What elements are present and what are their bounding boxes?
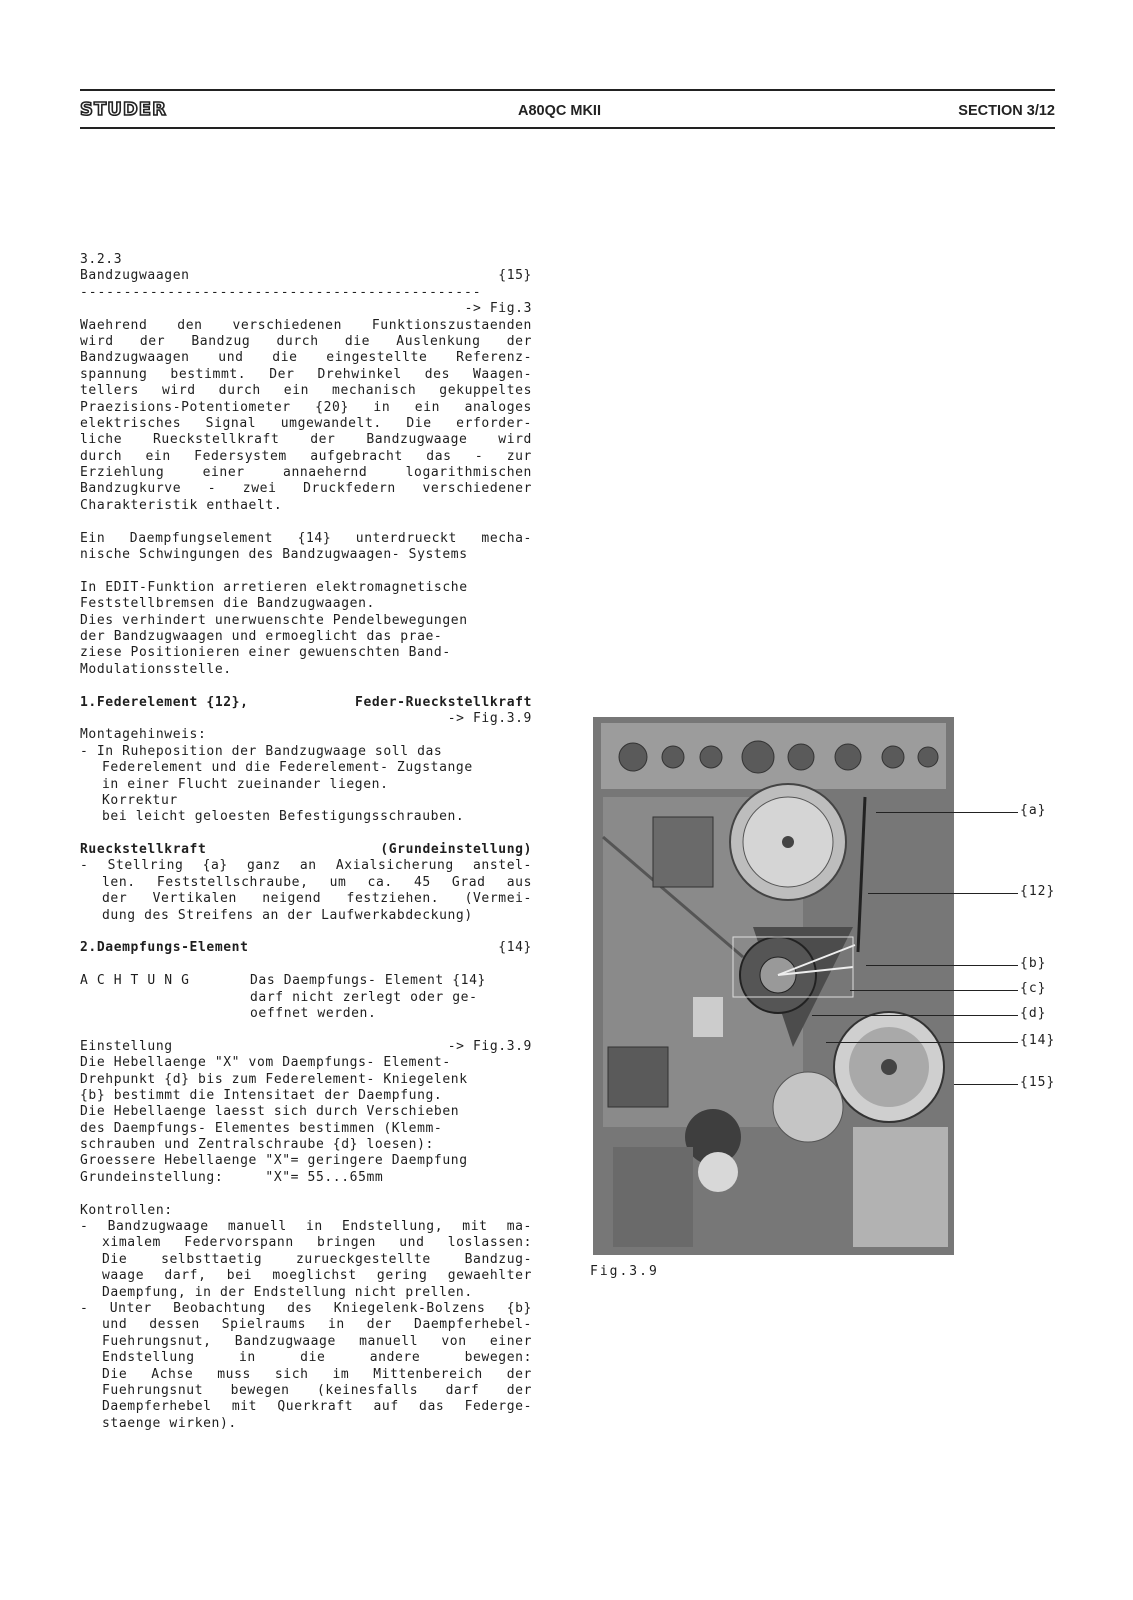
text-line: Fuehrungsnut bewegen (keinesfalls darf der bbox=[102, 1382, 532, 1398]
paragraph-edit bbox=[80, 580, 532, 678]
einstellung-heading bbox=[80, 1039, 532, 1055]
callout-label: {14} bbox=[1020, 1033, 1056, 1048]
section-number: 3.2.3 bbox=[80, 252, 123, 267]
text-line: Ein Daempfungselement {14} unterdrueckt mecha- bbox=[80, 530, 532, 546]
achtung-label: A C H T U N G bbox=[80, 973, 190, 989]
section-title: Bandzugwaagen bbox=[80, 268, 190, 284]
text-line: Grundeinstellung: "X"= 55...65mm bbox=[80, 1169, 384, 1185]
text-line: Charakteristik enthaelt. bbox=[80, 497, 283, 513]
text-line: Modulationsstelle. bbox=[80, 661, 232, 677]
callout-label: {b} bbox=[1020, 956, 1047, 971]
kontrollen-label: Kontrollen: bbox=[80, 1202, 173, 1218]
text-line: Bandzugwaagen und die eingestellte Referenz- bbox=[80, 350, 532, 366]
section-label: SECTION 3/12 bbox=[958, 103, 1055, 119]
item1-title: 1.Federelement {12}, bbox=[80, 694, 249, 710]
studer-logo: STUDER bbox=[80, 99, 167, 120]
text-line: in einer Flucht zueinander liegen. bbox=[102, 776, 389, 792]
item1-heading bbox=[80, 695, 532, 711]
text-line: der Vertikalen neigend festziehen. (Vermei- bbox=[102, 891, 532, 907]
text-line: Die Hebellaenge "X" vom Daempfungs- Element- bbox=[80, 1055, 451, 1071]
item2-heading bbox=[80, 940, 532, 956]
text-line: Erziehlung einer annaehernd logarithmischen bbox=[80, 465, 532, 481]
text-line: Die Hebellaenge laesst sich durch Verschieben bbox=[80, 1104, 460, 1120]
text-line: Praezisions-Potentiometer {20} in ein analoges bbox=[80, 399, 532, 415]
text-line: Korrektur bbox=[102, 792, 178, 808]
rueck-list bbox=[80, 858, 532, 924]
text-line: dung des Streifens an der Laufwerkabdeckung) bbox=[102, 907, 473, 923]
callout-line bbox=[866, 965, 1018, 966]
text-line: len. Feststellschraube, um ca. 45 Grad aus bbox=[102, 874, 532, 890]
text-line: Feststellbremsen die Bandzugwaagen. bbox=[80, 596, 375, 612]
text-line: - In Ruheposition der Bandzugwaage soll das bbox=[80, 743, 443, 759]
rueck-heading bbox=[80, 842, 532, 858]
text-line: ximalem Federvorspann bringen und loslassen: bbox=[102, 1235, 532, 1251]
text-line: und dessen Spielraums in der Daempferhebel- bbox=[102, 1317, 532, 1333]
text-line: staenge wirken). bbox=[102, 1415, 237, 1431]
text-line: Daempferhebel mit Querkraft auf das Federge- bbox=[102, 1399, 532, 1415]
header-rule-bottom bbox=[80, 127, 1055, 129]
mechanism-photo bbox=[593, 717, 954, 1255]
achtung-block bbox=[80, 973, 532, 1022]
text-line: Waehrend den verschiedenen Funktionszustaenden bbox=[80, 317, 532, 333]
text-line: ziese Positionieren einer gewuenschten Band- bbox=[80, 645, 451, 661]
text-line: Drehpunkt {d} bis zum Federelement- Kniegelenk bbox=[80, 1071, 468, 1087]
text-line: Das Daempfungs- Element {14} bbox=[250, 973, 486, 989]
heading-rule: ---------------------------------------------- bbox=[80, 284, 482, 300]
einstellung-text bbox=[80, 1055, 532, 1186]
callout-label: {c} bbox=[1020, 981, 1047, 996]
text-line: In EDIT-Funktion arretieren elektromagnetische bbox=[80, 579, 468, 595]
einstellung-ref: -> Fig.3.9 bbox=[447, 1038, 532, 1054]
text-line: waage darf, bei moeglichst gering gewaehlter bbox=[102, 1268, 532, 1284]
callout-line bbox=[812, 1015, 1018, 1016]
paragraph-damping bbox=[80, 531, 532, 564]
callout-label: {15} bbox=[1020, 1075, 1056, 1090]
text-line: Dies verhindert unerwuenschte Pendelbewegungen bbox=[80, 612, 468, 628]
text-column bbox=[80, 252, 532, 1432]
text-line: des Daempfungs- Elementes bestimmen (Klemm- bbox=[80, 1120, 443, 1136]
paragraph-function bbox=[80, 318, 532, 515]
figure-reference: -> Fig.3 bbox=[464, 301, 532, 317]
text-line: spannung bestimmt. Der Drehwinkel des Waagen- bbox=[80, 366, 532, 382]
text-line: wird der Bandzug durch die Auslenkung der bbox=[80, 333, 532, 349]
callout-line bbox=[868, 893, 1018, 894]
model-label: A80QC MKII bbox=[518, 103, 601, 119]
callout-label: {d} bbox=[1020, 1006, 1047, 1021]
text-line: darf nicht zerlegt oder ge- bbox=[250, 989, 478, 1005]
text-line: der Bandzugwaagen und ermoeglicht das prae- bbox=[80, 628, 443, 644]
rueck-title: Rueckstellkraft bbox=[80, 842, 207, 858]
text-line: Groessere Hebellaenge "X"= geringere Daempfung bbox=[80, 1153, 468, 1169]
einstellung-title: Einstellung bbox=[80, 1038, 173, 1054]
text-line: Federelement und die Federelement- Zugstange bbox=[102, 760, 473, 776]
text-line: nische Schwingungen des Bandzugwaagen- Systems bbox=[80, 547, 468, 563]
text-line: tellers wird durch ein mechanisch gekuppeltes bbox=[80, 383, 532, 399]
text-line: Fuehrungsnut, Bandzugwaage manuell von einer bbox=[102, 1333, 532, 1349]
item2-ref: {14} bbox=[498, 940, 532, 956]
item1-subtitle: Feder-Rueckstellkraft bbox=[355, 694, 532, 710]
header-rule-top bbox=[80, 89, 1055, 91]
text-line: Die Achse muss sich im Mittenbereich der bbox=[102, 1366, 532, 1382]
text-line: schrauben und Zentralschraube {d} loesen): bbox=[80, 1137, 434, 1153]
montage-label: Montagehinweis: bbox=[80, 727, 207, 743]
item2-title: 2.Daempfungs-Element bbox=[80, 940, 249, 956]
text-line: Bandzugkurve - zwei Druckfedern verschiedener bbox=[80, 481, 532, 497]
text-line: durch ein Federsystem aufgebracht das - zur bbox=[80, 448, 532, 464]
text-line: {b} bestimmt die Intensitaet der Daempfung. bbox=[80, 1087, 443, 1103]
kontrollen-list bbox=[80, 1219, 532, 1432]
text-line: - Bandzugwaage manuell in Endstellung, mit ma- bbox=[80, 1219, 532, 1235]
text-line: - Stellring {a} ganz an Axialsicherung anstel- bbox=[80, 858, 532, 874]
callout-line bbox=[826, 1042, 1018, 1043]
mechanism-drawing bbox=[593, 717, 954, 1255]
text-line: - Unter Beobachtung des Kniegelenk-Bolzens {b} bbox=[80, 1301, 532, 1316]
section-title-ref: {15} bbox=[498, 268, 532, 284]
text-line: oeffnet werden. bbox=[250, 1005, 377, 1021]
text-line: Die selbsttaetig zurueckgestellte Bandzug- bbox=[102, 1251, 532, 1267]
montage-list bbox=[80, 744, 532, 826]
section-heading-row bbox=[80, 268, 532, 284]
callout-line bbox=[876, 812, 1018, 813]
text-line: elektrisches Signal umgewandelt. Die erforder- bbox=[80, 415, 532, 431]
callout-label: {12} bbox=[1020, 884, 1056, 899]
figure-caption: Fig.3.9 bbox=[590, 1264, 659, 1279]
text-line: Endstellung in die andere bewegen: bbox=[102, 1350, 532, 1366]
rueck-subtitle: (Grundeinstellung) bbox=[380, 842, 532, 858]
item1-figure-reference: -> Fig.3.9 bbox=[447, 710, 532, 726]
callout-line bbox=[850, 990, 1018, 991]
callout-label: {a} bbox=[1020, 803, 1047, 818]
achtung-text bbox=[250, 973, 532, 1022]
text-line: bei leicht geloesten Befestigungsschrauben. bbox=[102, 809, 465, 825]
text-line: Daempfung, in der Endstellung nicht prellen. bbox=[102, 1284, 473, 1300]
text-line: liche Rueckstellkraft der Bandzugwaage wird bbox=[80, 432, 532, 448]
callout-line bbox=[954, 1084, 1018, 1085]
